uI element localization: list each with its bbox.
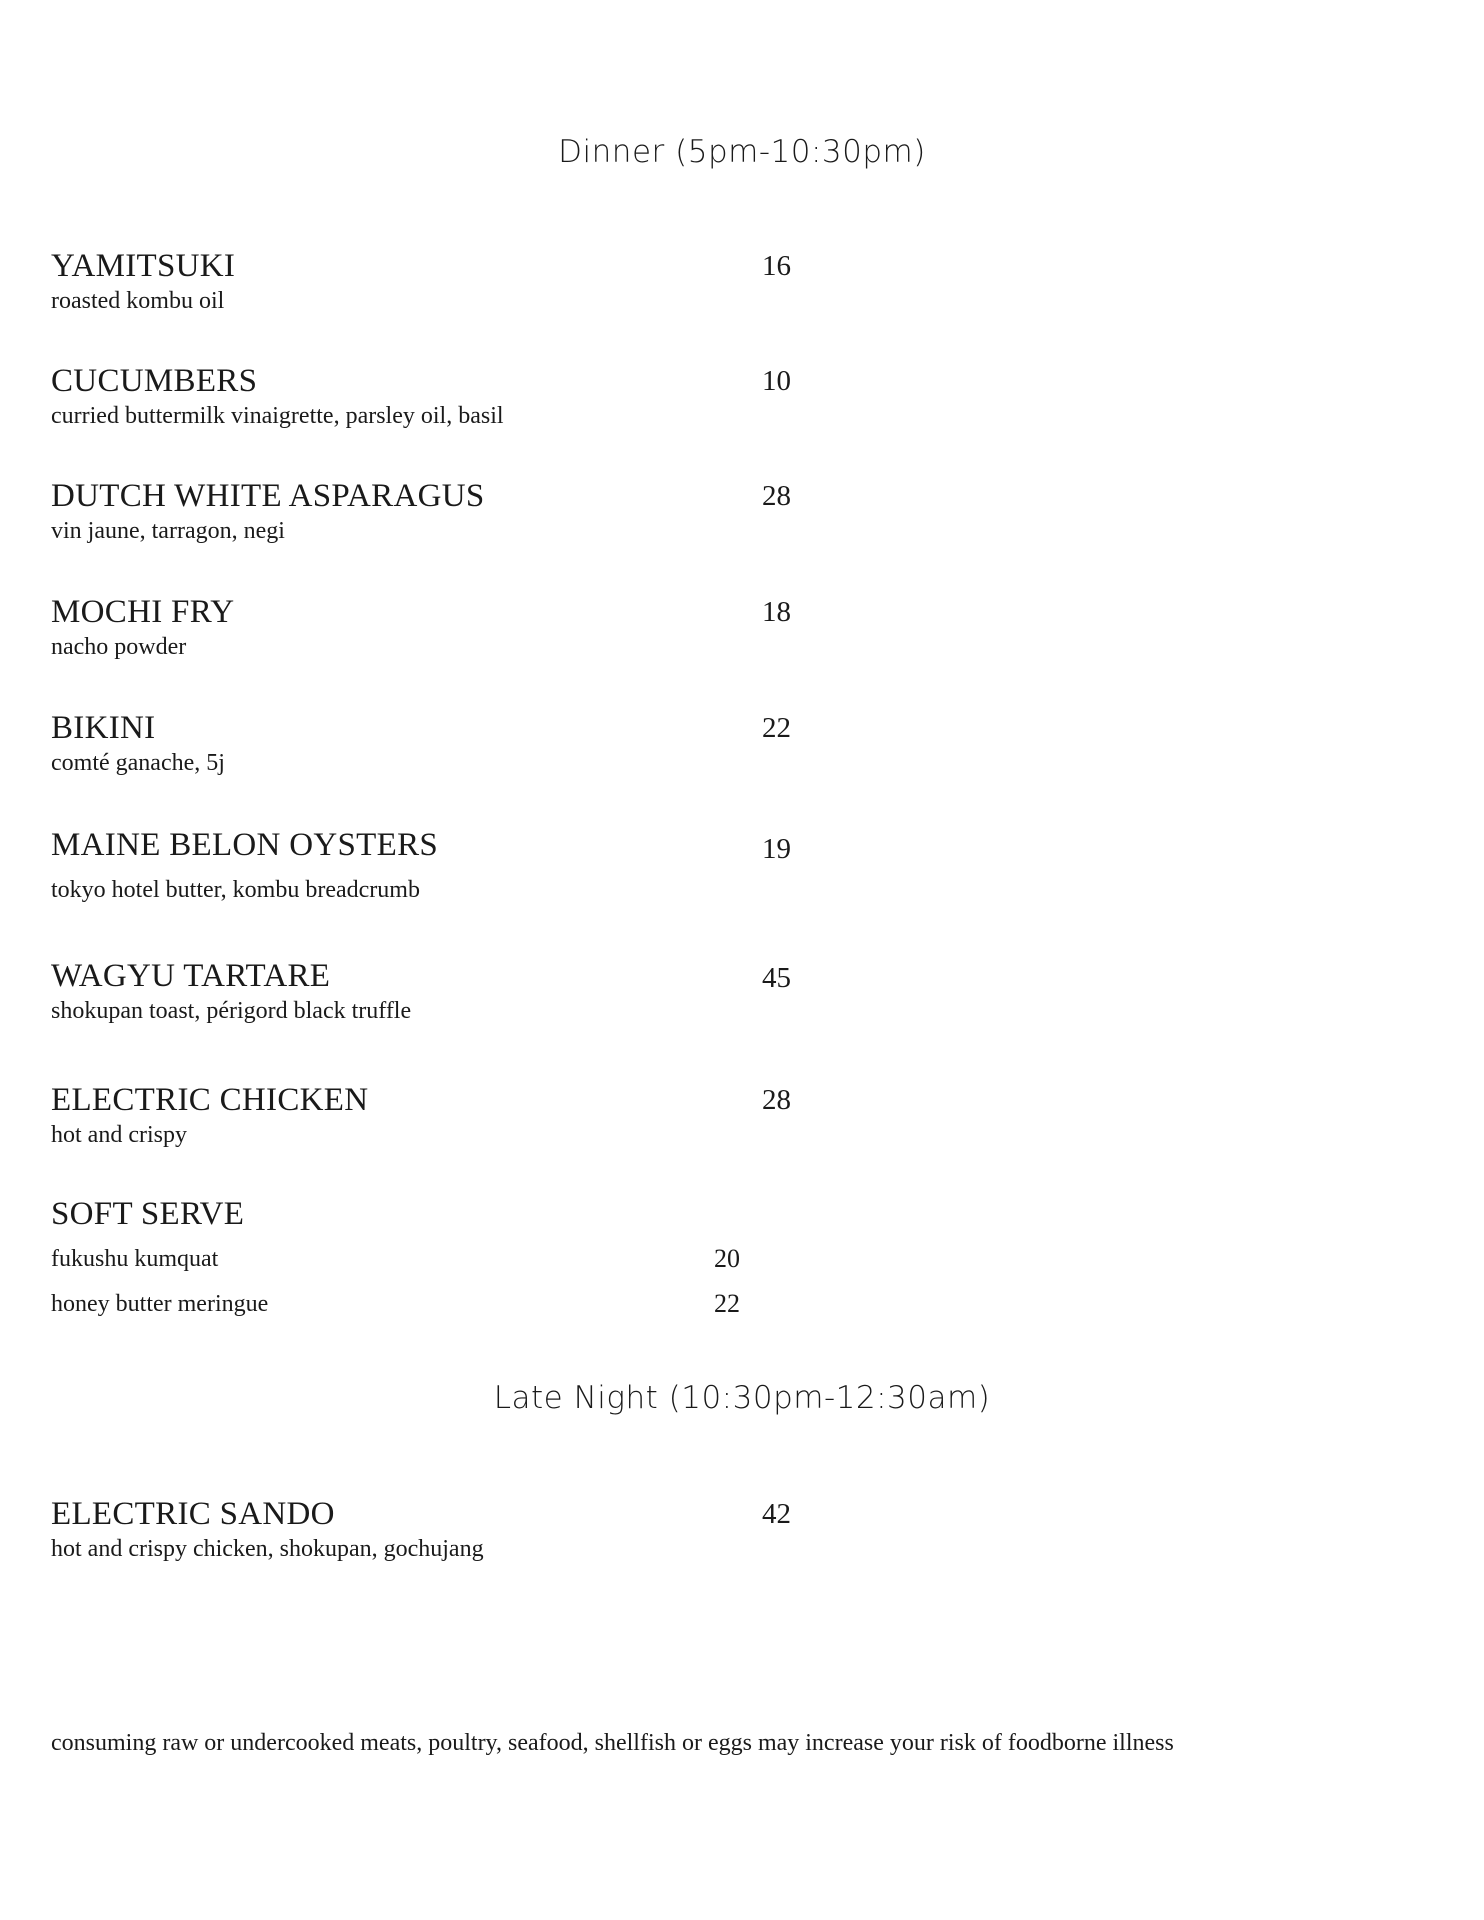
item-price: 28 bbox=[762, 480, 791, 512]
item-price: 22 bbox=[762, 712, 791, 744]
item-description: hot and crispy chicken, shokupan, gochujang bbox=[51, 1536, 484, 1562]
item-name: ELECTRIC SANDO bbox=[51, 1496, 335, 1532]
item-name: ELECTRIC CHICKEN bbox=[51, 1082, 369, 1118]
item-description: comté ganache, 5j bbox=[51, 750, 225, 776]
variant-description: honey butter meringue bbox=[51, 1291, 269, 1317]
item-price: 18 bbox=[762, 596, 791, 628]
menu-item-maine-belon-oysters bbox=[51, 827, 791, 905]
menu-item-soft-serve bbox=[51, 1196, 741, 1232]
item-price: 28 bbox=[762, 1084, 791, 1116]
item-description: hot and crispy bbox=[51, 1122, 187, 1148]
menu-item-electric-chicken bbox=[51, 1082, 791, 1150]
item-description: vin jaune, tarragon, negi bbox=[51, 518, 285, 544]
item-price: 19 bbox=[762, 833, 791, 865]
late-night-section-title: Late Night (10:30pm-12:30am) bbox=[493, 1380, 991, 1416]
item-name: MAINE BELON OYSTERS bbox=[51, 827, 439, 863]
item-description: tokyo hotel butter, kombu breadcrumb bbox=[51, 877, 420, 903]
item-price: 45 bbox=[762, 962, 791, 994]
menu-item-electric-sando bbox=[51, 1496, 791, 1564]
soft-serve-variant bbox=[51, 1244, 741, 1274]
menu-item-cucumbers bbox=[51, 363, 791, 431]
item-name: SOFT SERVE bbox=[51, 1196, 245, 1232]
item-description: nacho powder bbox=[51, 634, 187, 660]
item-name: CUCUMBERS bbox=[51, 363, 258, 399]
variant-price: 22 bbox=[714, 1289, 740, 1318]
item-description: roasted kombu oil bbox=[51, 288, 225, 314]
menu-item-mochi-fry bbox=[51, 594, 791, 662]
item-price: 42 bbox=[762, 1498, 791, 1530]
menu-item-bikini bbox=[51, 710, 791, 778]
dinner-section-title: Dinner (5pm-10:30pm) bbox=[558, 134, 926, 170]
menu-item-yamitsuki bbox=[51, 248, 791, 316]
item-description: curried buttermilk vinaigrette, parsley oil, basil bbox=[51, 403, 504, 429]
soft-serve-variant bbox=[51, 1289, 741, 1319]
item-name: MOCHI FRY bbox=[51, 594, 235, 630]
item-price: 16 bbox=[762, 250, 791, 282]
item-description: shokupan toast, périgord black truffle bbox=[51, 998, 412, 1024]
item-price: 10 bbox=[762, 365, 791, 397]
variant-price: 20 bbox=[714, 1244, 740, 1273]
item-name: YAMITSUKI bbox=[51, 248, 236, 284]
item-name: BIKINI bbox=[51, 710, 156, 746]
menu-item-dutch-white-asparagus bbox=[51, 478, 791, 546]
food-safety-disclaimer: consuming raw or undercooked meats, poultry, seafood, shellfish or eggs may increase your risk of foodborne illness bbox=[51, 1730, 1174, 1756]
item-name: WAGYU TARTARE bbox=[51, 958, 331, 994]
item-name: DUTCH WHITE ASPARAGUS bbox=[51, 478, 485, 514]
variant-description: fukushu kumquat bbox=[51, 1246, 219, 1272]
menu-item-wagyu-tartare bbox=[51, 958, 791, 1026]
